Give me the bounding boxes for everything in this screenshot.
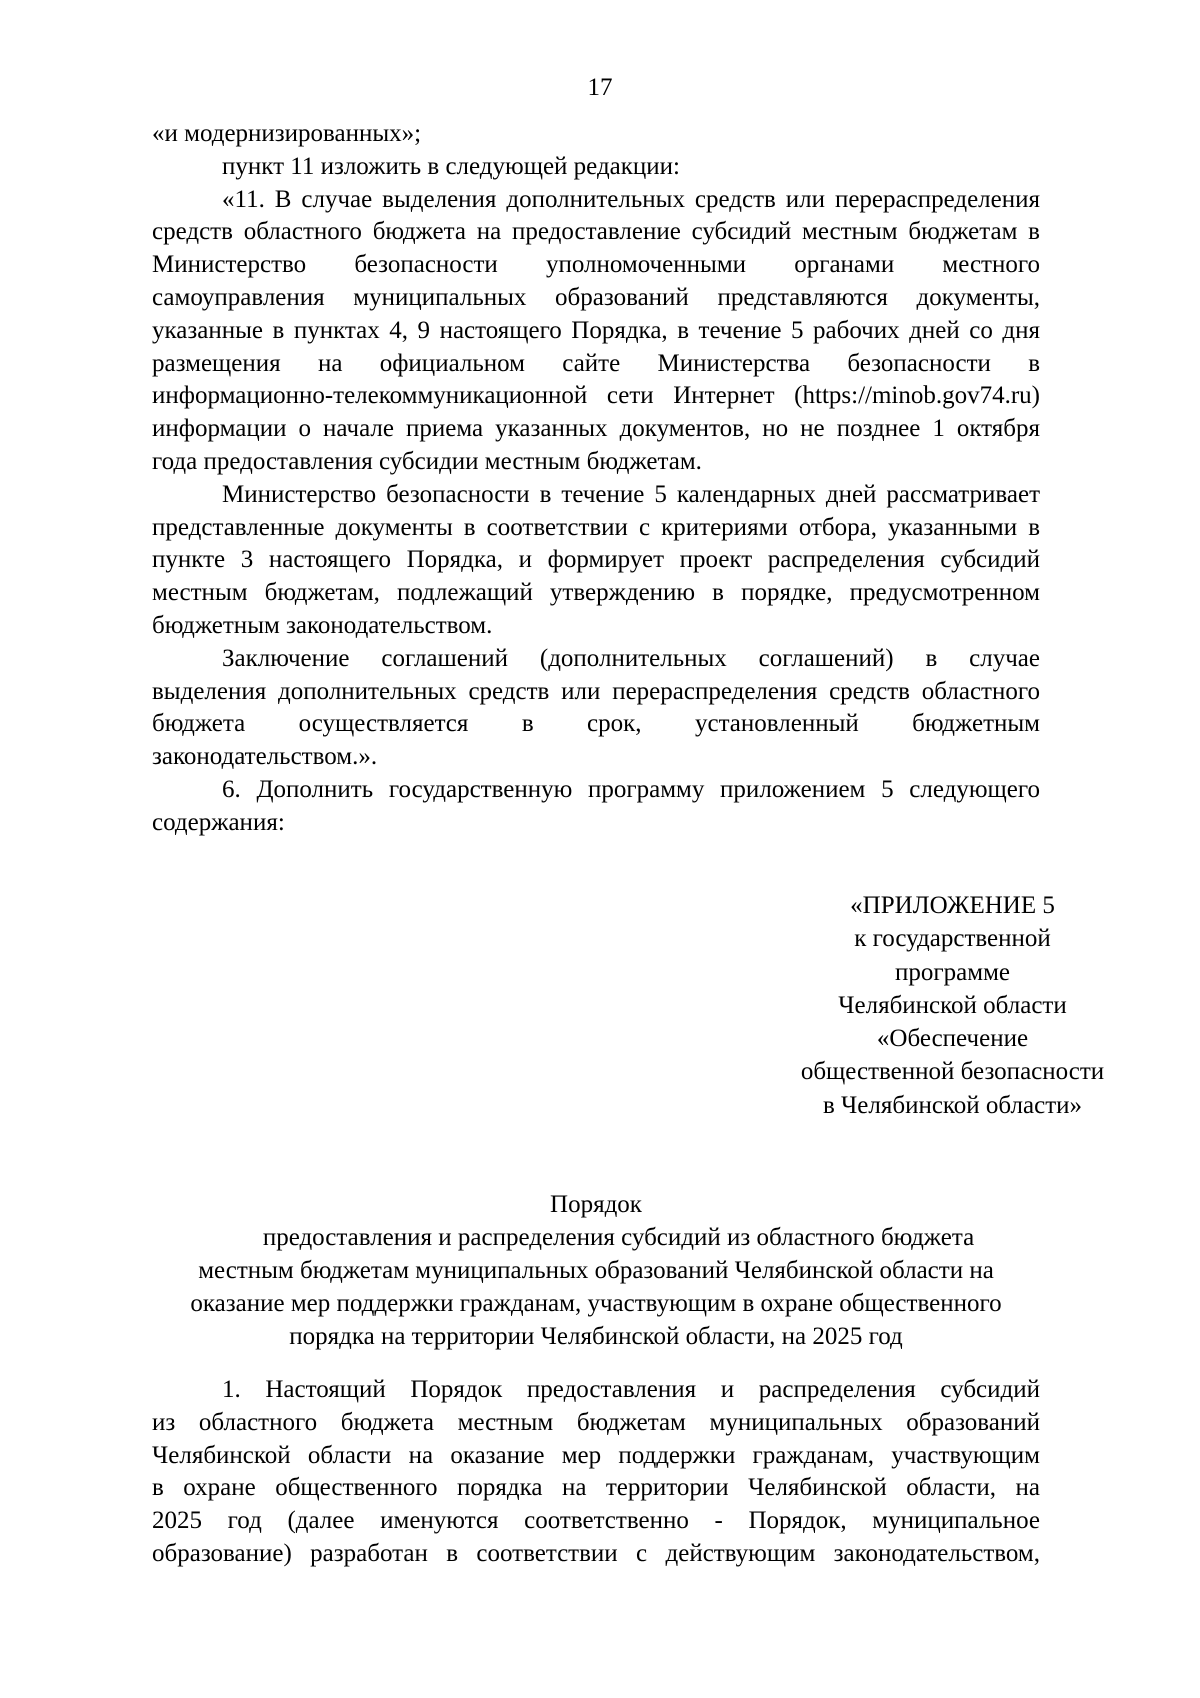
text-line: указанные в пунктах 4, 9 настоящего Порядка, в течение 5 рабочих дней со дня bbox=[152, 316, 1040, 344]
attachment-header bbox=[755, 889, 1150, 1122]
text-line: года предоставления субсидии местным бюджетам. bbox=[152, 447, 702, 475]
paragraph-agreements bbox=[152, 643, 1040, 774]
procedure-title-line: местным бюджетам муниципальных образований Челябинской области на bbox=[198, 1257, 994, 1284]
attachment-line: Челябинской области bbox=[838, 991, 1067, 1019]
procedure-title-line: оказание мер поддержки гражданам, участвующим в охране общественного bbox=[190, 1290, 1002, 1317]
paragraph-point-11-intro: пункт 11 изложить в следующей редакции: bbox=[222, 152, 680, 180]
text-line: информационно-телекоммуникационной сети Интернет (https://minob.gov74.ru) bbox=[152, 382, 1040, 410]
text-line: в охране общественного порядка на территории Челябинской области, на bbox=[152, 1474, 1040, 1502]
text-line: законодательством.». bbox=[152, 743, 378, 771]
text-line: из областного бюджета местным бюджетам муниципальных образований bbox=[152, 1408, 1040, 1436]
text-line: содержания: bbox=[152, 808, 285, 836]
text-line: «11. В случае выделения дополнительных средств или перераспределения bbox=[222, 185, 1040, 213]
attachment-line: в Челябинской области» bbox=[822, 1091, 1083, 1119]
text-line: Министерство безопасности уполномоченными органами местного bbox=[152, 251, 1040, 279]
amendment-text bbox=[152, 118, 1040, 840]
text-line: бюджетным законодательством. bbox=[152, 611, 493, 639]
attachment-line: программе bbox=[895, 958, 1010, 986]
procedure-title bbox=[152, 1188, 1040, 1353]
text-line: выделения дополнительных средств или перераспределения средств областного bbox=[152, 677, 1040, 705]
attachment-line: общественной безопасности bbox=[800, 1058, 1105, 1086]
text-line: 2025 год (далее именуются соответственно - Порядок, муниципальное bbox=[152, 1507, 1040, 1535]
text-line: Заключение соглашений (дополнительных соглашений) в случае bbox=[222, 644, 1040, 672]
text-line: 1. Настоящий Порядок предоставления и распределения субсидий bbox=[222, 1376, 1040, 1403]
attachment-line: «Обеспечение bbox=[876, 1025, 1029, 1053]
section-1 bbox=[152, 1374, 1040, 1571]
page-number: 17 bbox=[587, 74, 613, 101]
text-line: Министерство безопасности в течение 5 календарных дней рассматривает bbox=[222, 480, 1040, 508]
text-line: информации о начале приема указанных документов, но не позднее 1 октября bbox=[152, 415, 1040, 443]
text-line: Челябинской области на оказание мер поддержки гражданам, участвующим bbox=[152, 1441, 1040, 1469]
text-line: представленные документы в соответствии с критериями отбора, указанными в bbox=[152, 513, 1040, 541]
attachment-line: к государственной bbox=[854, 925, 1051, 953]
paragraph-point-11 bbox=[152, 184, 1040, 479]
paragraph-point-6 bbox=[152, 774, 1040, 840]
text-line: 6. Дополнить государственную программу приложением 5 следующего bbox=[222, 775, 1040, 803]
attachment-line: «ПРИЛОЖЕНИЕ 5 bbox=[850, 892, 1055, 919]
paragraph-modernized: «и модернизированных»; bbox=[152, 120, 422, 147]
paragraph-ministry-review bbox=[152, 479, 1040, 643]
procedure-title-line: порядка на территории Челябинской области, на 2025 год bbox=[289, 1323, 903, 1350]
procedure-heading: Порядок bbox=[550, 1191, 642, 1218]
text-line: пункте 3 настоящего Порядка, и формирует проект распределения субсидий bbox=[152, 546, 1040, 574]
text-line: бюджета осуществляется в срок, установленный бюджетным bbox=[152, 710, 1040, 738]
procedure-title-line: предоставления и распределения субсидий из областного бюджета bbox=[262, 1224, 975, 1251]
text-line: образование) разработан в соответствии с действующим законодательством, bbox=[152, 1539, 1040, 1567]
text-line: размещения на официальном сайте Министерства безопасности в bbox=[152, 349, 1040, 377]
text-line: местным бюджетам, подлежащий утверждению в порядке, предусмотренном bbox=[152, 579, 1040, 607]
text-line: самоуправления муниципальных образований представляются документы, bbox=[152, 283, 1040, 311]
text-line: средств областного бюджета на предоставление субсидий местным бюджетам в bbox=[152, 218, 1040, 246]
